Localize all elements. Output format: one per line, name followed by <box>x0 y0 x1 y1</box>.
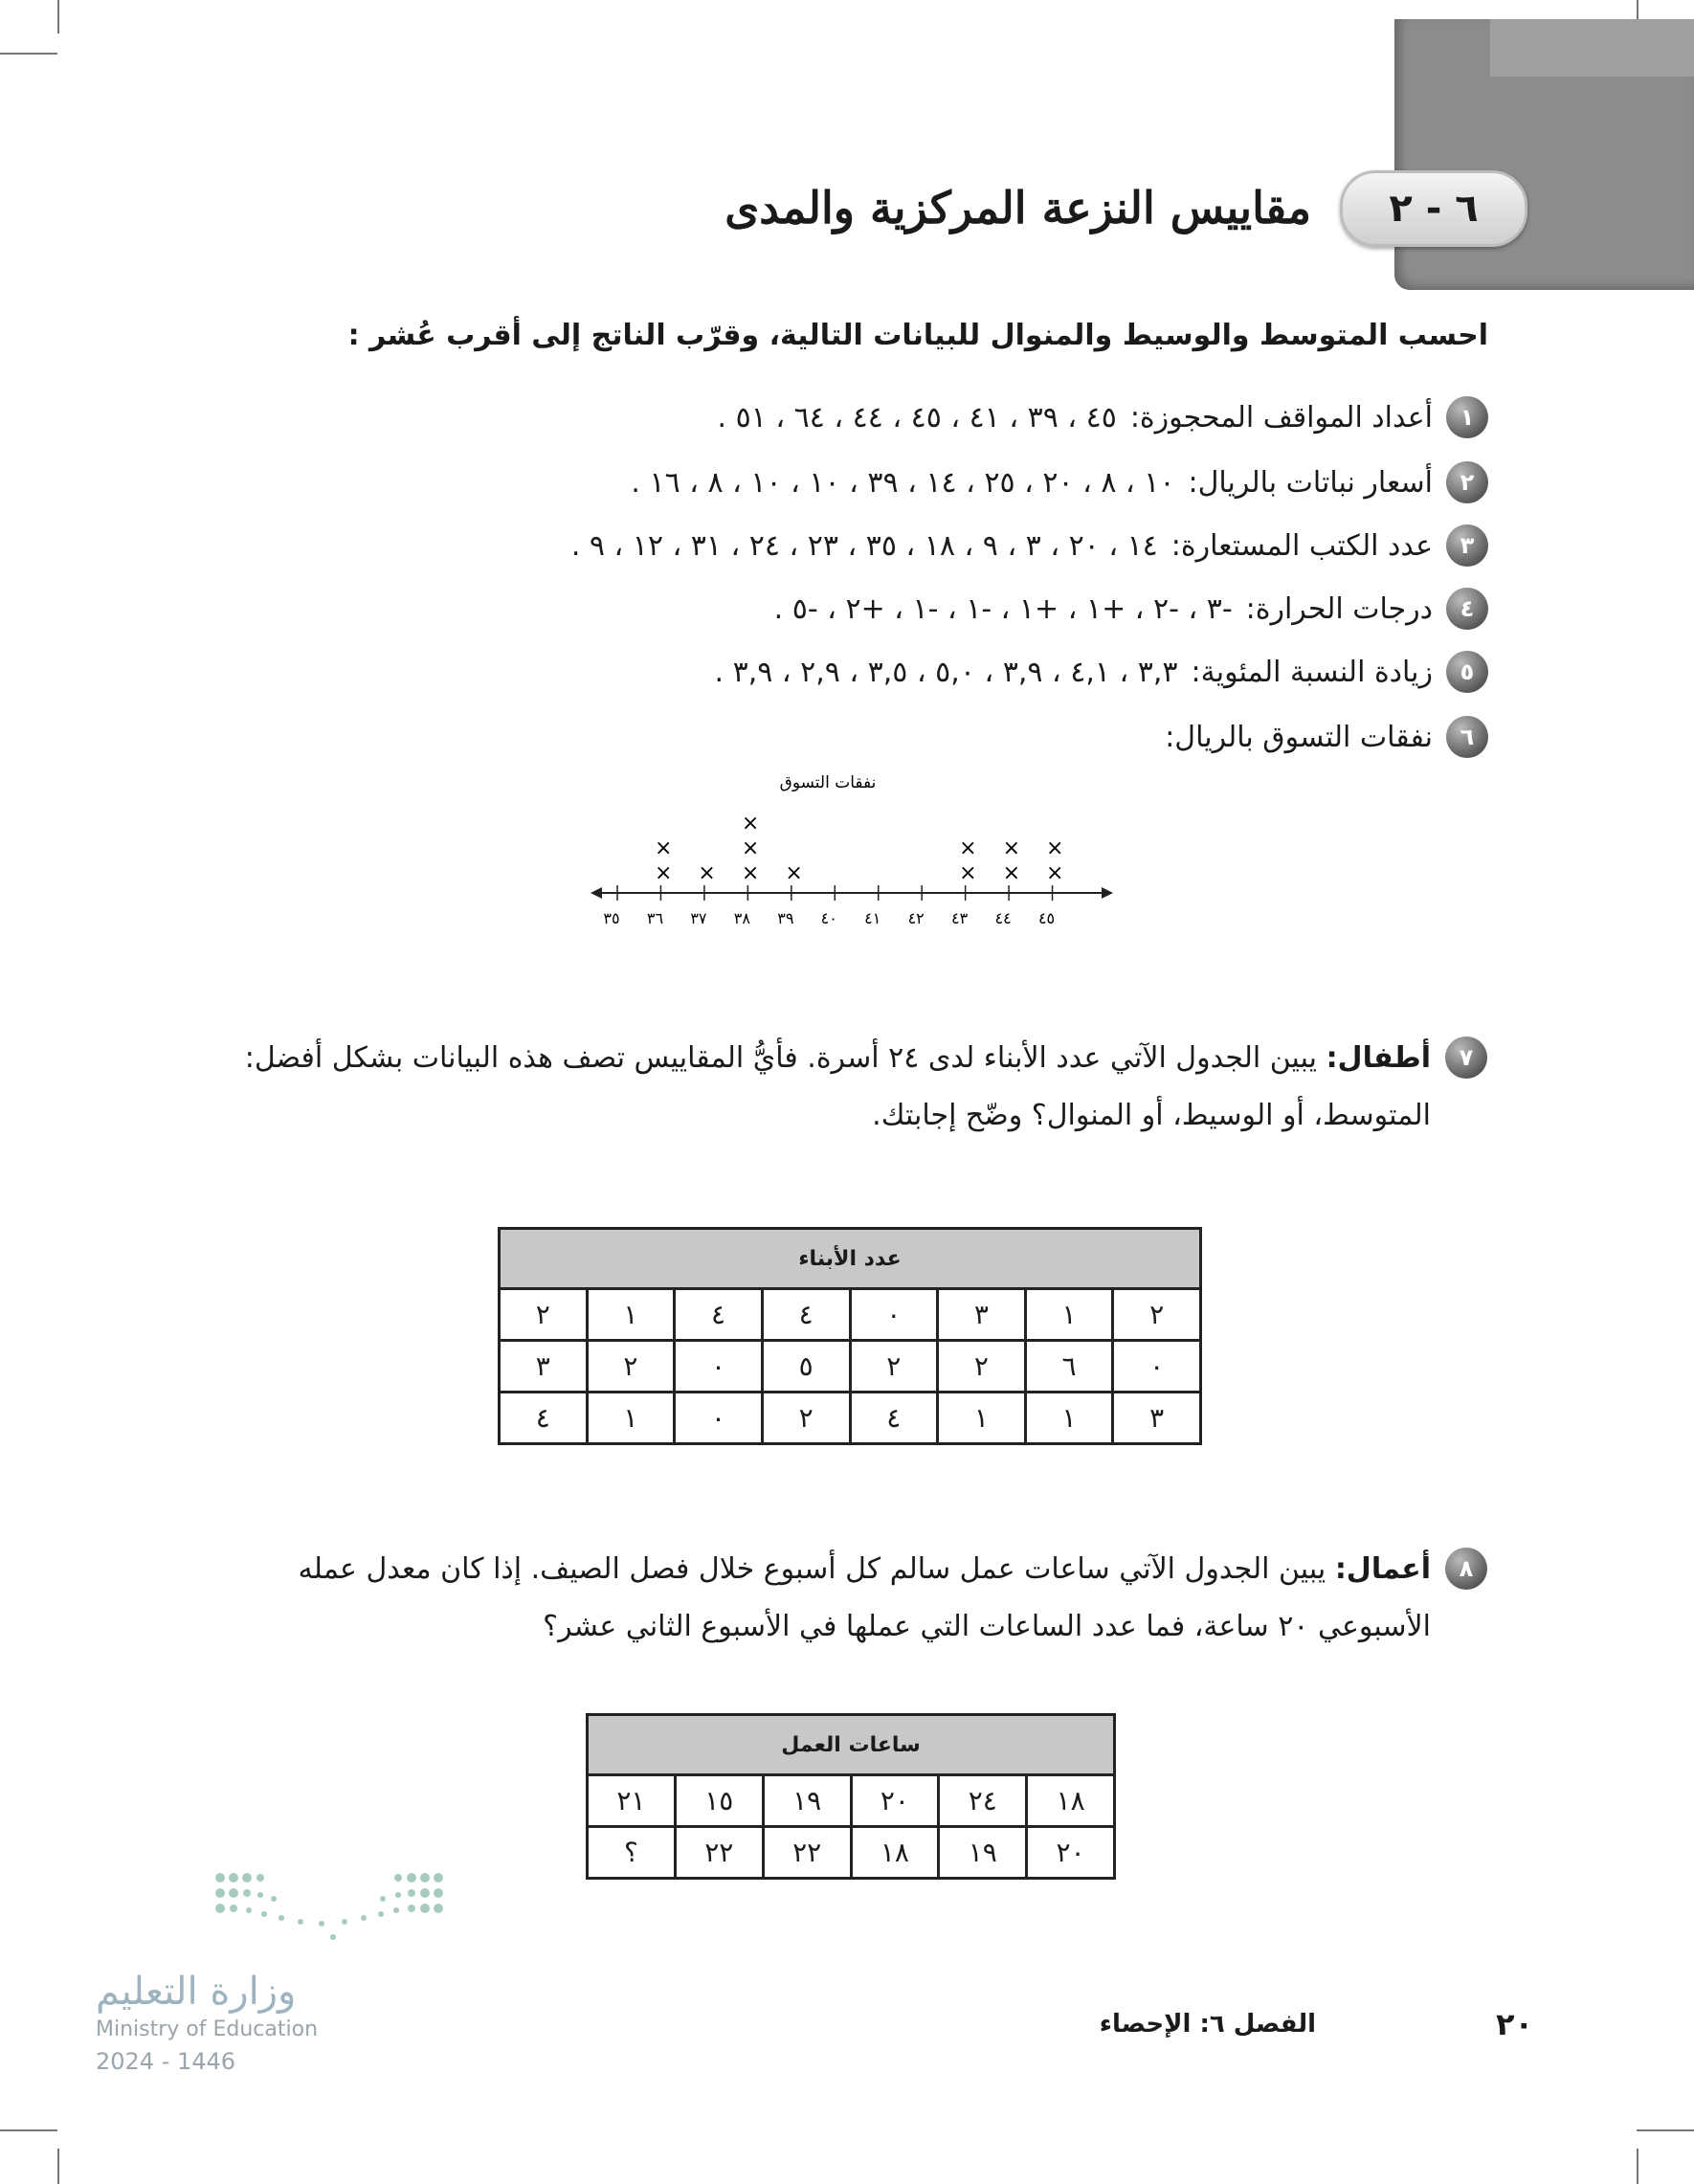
chart-tick-label: ٤٠ <box>820 909 837 927</box>
table-row <box>500 1393 1201 1444</box>
chart-tick-label: ٣٨ <box>733 909 750 927</box>
crop-mark <box>0 2129 57 2131</box>
exercise-6 <box>1165 716 1488 758</box>
ministry-logo-dots-icon <box>211 1868 450 1945</box>
table-cell: ٣ <box>1113 1393 1201 1444</box>
table-cell: ٢٤ <box>939 1775 1027 1827</box>
exercise-number-badge: ٤ <box>1446 588 1488 630</box>
table-row <box>500 1341 1201 1393</box>
chart-tick-label: ٤٤ <box>994 909 1012 927</box>
table-cell: ١ <box>587 1393 675 1444</box>
exercise-number-badge: ٦ <box>1446 716 1488 758</box>
exercise-5 <box>715 651 1489 693</box>
question-8-badge: ٨ <box>1445 1548 1487 1590</box>
exercise-values: -٣ ، -٢ ، +١ ، +١ ، -١ ، -١ ، +٢ ، -٥ . <box>773 591 1233 626</box>
chart-data-mark: × <box>959 861 977 885</box>
exercise-1 <box>718 396 1488 438</box>
table-cell: ٢ <box>1113 1289 1201 1341</box>
table-cell: ١ <box>938 1393 1026 1444</box>
table-cell: ٣ <box>500 1341 588 1393</box>
table-cell: ١٥ <box>675 1775 763 1827</box>
chart-tick-label: ٤١ <box>864 909 881 927</box>
table-cell: ١ <box>1025 1289 1113 1341</box>
question-7-badge: ٧ <box>1445 1036 1487 1079</box>
chart-data-mark: × <box>1002 836 1021 860</box>
question-7-body: يبين الجدول الآتي عدد الأبناء لدى ٢٤ أسرة. فأيُّ المقاييس تصف هذه البيانات بشكل أفضل: المتوسط، أو الوسيط، أو المنوال؟ وضّح إجابتك. <box>244 1041 1431 1132</box>
question-7-text <box>234 1030 1431 1145</box>
work-hours-table-header: ساعات العمل <box>588 1715 1115 1775</box>
exercise-4 <box>774 588 1488 630</box>
exercise-number-badge: ٢ <box>1446 461 1488 503</box>
table-cell: ٤ <box>675 1289 763 1341</box>
table-cell: ٠ <box>675 1341 763 1393</box>
table-cell: ٥ <box>762 1341 850 1393</box>
exercise-values: ١٠ ، ٨ ، ٢٠ ، ٢٥ ، ١٤ ، ٣٩ ، ١٠ ، ١٠ ، ٨ ، ١٦ . <box>631 465 1175 500</box>
table-cell: ٢ <box>938 1341 1026 1393</box>
chart-title: نفقات التسوق <box>779 773 877 792</box>
crop-mark <box>57 2149 59 2184</box>
chart-tick-label: ٣٧ <box>690 909 707 927</box>
chart-data-mark: × <box>785 861 803 885</box>
exercise-label: نفقات التسوق بالريال: <box>1165 720 1433 754</box>
exercise-label: درجات الحرارة: <box>1245 591 1433 626</box>
table-cell: ٢٢ <box>675 1827 763 1879</box>
exercise-values: ١٤ ، ٢٠ ، ٣ ، ٩ ، ١٨ ، ٣٥ ، ٢٣ ، ٢٤ ، ٣١ ، ١٢ ، ٩ . <box>570 528 1158 563</box>
table-cell: ١ <box>1025 1393 1113 1444</box>
axis-arrow-left-icon <box>591 887 602 899</box>
table-cell: ٣ <box>938 1289 1026 1341</box>
chart-tick-label: ٣٩ <box>777 909 794 927</box>
exercise-label: أسعار نباتات بالريال: <box>1188 465 1433 500</box>
chart-data-mark: × <box>741 861 760 885</box>
table-cell: ؟ <box>588 1827 676 1879</box>
chart-tick-label: ٣٥ <box>603 909 620 927</box>
chart-tick-label: ٣٦ <box>646 909 664 927</box>
axis-arrow-right-icon <box>1102 887 1113 899</box>
table-row <box>500 1289 1201 1341</box>
table-cell: ١٩ <box>763 1775 851 1827</box>
exercise-number-badge: ٥ <box>1446 651 1488 693</box>
question-7-lead: أطفال: <box>1326 1041 1431 1075</box>
chapter-tab <box>1394 19 1694 290</box>
chart-data-mark: × <box>1046 836 1064 860</box>
chart-data-mark: × <box>654 836 673 860</box>
line-plot-chart <box>589 761 1125 943</box>
exercise-number-badge: ٣ <box>1446 524 1488 567</box>
work-hours-table <box>586 1713 1116 1880</box>
crop-mark <box>1637 2129 1694 2131</box>
chart-tick-label: ٤٥ <box>1037 909 1056 927</box>
chart-data-mark: × <box>654 861 673 885</box>
table-cell: ٠ <box>1113 1341 1201 1393</box>
table-cell: ٢٠ <box>851 1775 939 1827</box>
exercise-label: أعداد المواقف المحجوزة: <box>1129 400 1433 435</box>
chart-data-mark: × <box>1046 861 1064 885</box>
instruction-text: احسب المتوسط والوسيط والمنوال للبيانات التالية، وقرّب الناتج إلى أقرب عُشر : <box>347 319 1488 352</box>
table-cell: ١٨ <box>1027 1775 1115 1827</box>
chart-tick-label: ٤٢ <box>907 909 925 927</box>
ministry-logo-year: 2024 - 1446 <box>96 2048 236 2075</box>
question-8-body: يبين الجدول الآتي ساعات عمل سالم كل أسبوع خلال فصل الصيف. إذا كان معدل عمله الأسبوعي ٢٠ ساعة، فما عدد الساعات التي عملها في الأسبوع الثاني عشر؟ <box>298 1552 1431 1643</box>
section-title: مقاييس النزعة المركزية والمدى <box>724 182 1311 234</box>
crop-mark <box>0 53 57 55</box>
exercise-values: ٤٥ ، ٣٩ ، ٤١ ، ٤٥ ، ٤٤ ، ٦٤ ، ٥١ . <box>717 400 1117 435</box>
chart-data-mark: × <box>698 861 716 885</box>
exercise-label: زيادة النسبة المئوية: <box>1191 655 1433 689</box>
table-row <box>588 1827 1115 1879</box>
table-cell: ٢٢ <box>763 1827 851 1879</box>
chart-data-mark: × <box>959 836 977 860</box>
table-cell: ٢ <box>762 1393 850 1444</box>
chart-data-mark: × <box>1002 861 1021 885</box>
table-cell: ٢ <box>587 1341 675 1393</box>
page-number: ٢٠ <box>1495 2006 1533 2042</box>
exercise-3 <box>571 524 1488 567</box>
children-table-header: عدد الأبناء <box>500 1229 1201 1289</box>
table-cell: ٤ <box>762 1289 850 1341</box>
question-8-lead: أعمال: <box>1334 1552 1431 1586</box>
exercise-label: عدد الكتب المستعارة: <box>1170 528 1433 563</box>
exercise-values: ٣,٣ ، ٤,١ ، ٣,٩ ، ٥,٠ ، ٣,٥ ، ٢,٩ ، ٣,٩ . <box>714 655 1178 689</box>
exercise-2 <box>631 461 1488 503</box>
table-cell: ١٩ <box>939 1827 1027 1879</box>
table-cell: ٠ <box>850 1289 938 1341</box>
chart-data-mark: × <box>741 812 760 836</box>
children-table <box>498 1227 1202 1445</box>
table-cell: ١٨ <box>851 1827 939 1879</box>
table-cell: ١ <box>587 1289 675 1341</box>
table-cell: ٠ <box>675 1393 763 1444</box>
footer-chapter-title: الفصل ٦: الإحصاء <box>1099 2010 1316 2039</box>
section-number-badge: ٦ - ٢ <box>1340 170 1527 247</box>
ministry-logo-arabic: وزارة التعليم <box>96 1970 297 2014</box>
crop-mark <box>57 0 59 33</box>
table-cell: ٤ <box>850 1393 938 1444</box>
table-cell: ٦ <box>1025 1341 1113 1393</box>
table-cell: ٢١ <box>588 1775 676 1827</box>
exercise-number-badge: ١ <box>1446 396 1488 438</box>
table-cell: ٢ <box>500 1289 588 1341</box>
table-row <box>588 1775 1115 1827</box>
ministry-logo-english: Ministry of Education <box>96 2017 319 2041</box>
table-cell: ٤ <box>500 1393 588 1444</box>
question-8-text <box>254 1541 1431 1656</box>
chart-data-mark: × <box>741 836 760 860</box>
chart-tick-label: ٤٣ <box>951 909 969 927</box>
crop-mark <box>1637 2149 1638 2184</box>
table-cell: ٢ <box>850 1341 938 1393</box>
table-cell: ٢٠ <box>1027 1827 1115 1879</box>
